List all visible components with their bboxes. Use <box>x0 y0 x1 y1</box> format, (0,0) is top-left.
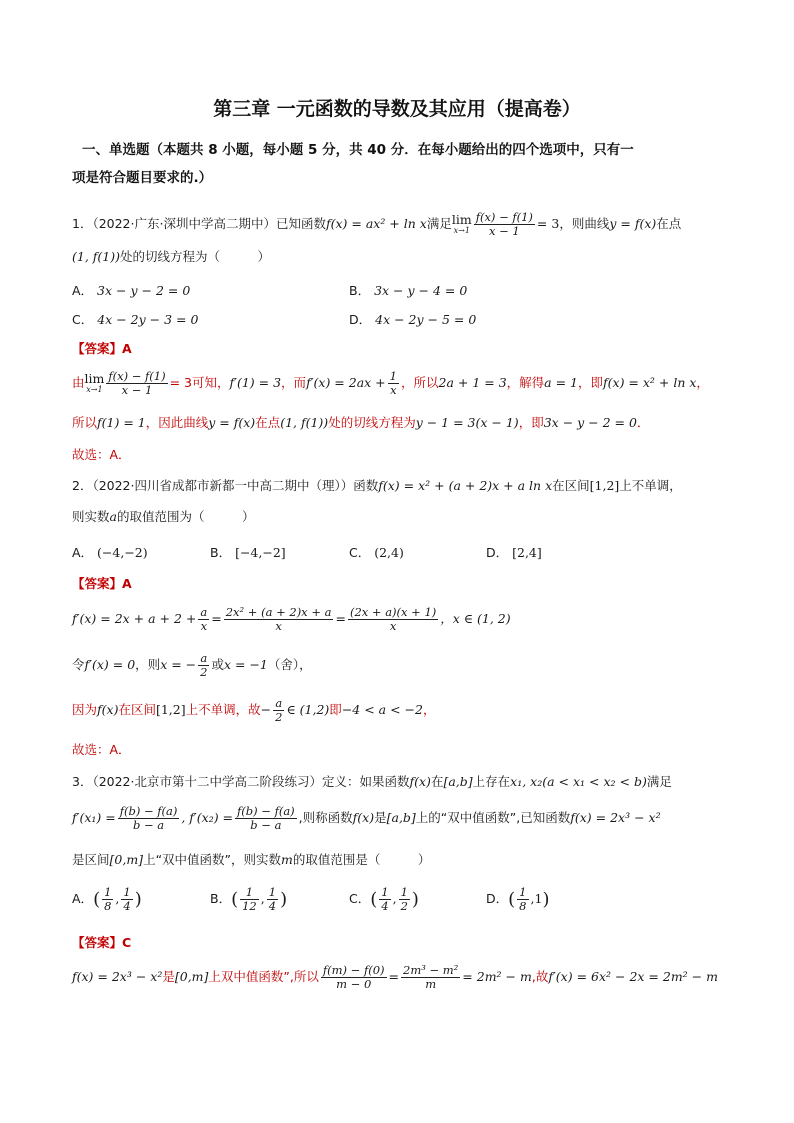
solution-line-2 <box>72 413 649 431</box>
text: 令 <box>72 657 85 673</box>
curve-expression: y = f(x) <box>609 216 657 232</box>
math: f′(1) = 3 <box>229 375 282 391</box>
text: 由 <box>72 375 85 391</box>
frac-den: x − 1 <box>488 224 520 239</box>
text: 是区间 <box>72 852 110 867</box>
option-c <box>349 543 404 561</box>
frac-num: f(x) − f(1) <box>475 210 533 224</box>
domain: ，x ∈ (1, 2) <box>440 611 511 627</box>
close-paren: ) <box>134 889 142 911</box>
function-expression: f(x) = x² + (a + 2)x + a ln x <box>378 478 553 493</box>
question-number: 3． <box>72 774 93 789</box>
question-number: 2． <box>72 478 93 493</box>
answer-line <box>72 339 132 357</box>
text: 处的切线方程为 <box>328 415 416 430</box>
text: 处的切线方程为（ ） <box>120 249 271 264</box>
frac-den: 4 <box>268 899 277 914</box>
text: 在 <box>430 774 444 789</box>
fraction <box>102 886 113 913</box>
frac-den: x <box>389 619 397 634</box>
open-paren: ( <box>231 889 239 911</box>
answer-label: 【答案】 <box>72 935 123 950</box>
math: x₁, x₂ <box>510 774 543 789</box>
math: [0,m] <box>109 852 144 867</box>
option-b <box>210 886 287 913</box>
fraction <box>240 886 259 913</box>
text: 则实数 <box>72 509 110 524</box>
fraction <box>401 964 460 991</box>
math: f(x) = x² + ln x <box>603 375 697 391</box>
option-label: B． <box>349 283 371 298</box>
text: 在区间 <box>118 702 156 718</box>
limit-operator <box>452 213 472 236</box>
math: (1, f(1)) <box>280 415 329 430</box>
answer-value: C <box>122 935 132 950</box>
answer-value: A <box>122 341 132 356</box>
solution-line-1 <box>72 370 709 397</box>
fraction <box>517 886 528 913</box>
frac-den: 2 <box>200 665 208 680</box>
text: 在区间 <box>552 478 590 493</box>
question-3-stem-line3 <box>72 850 430 868</box>
answer-line <box>72 933 131 951</box>
math: 2a + 1 = 3 <box>438 375 507 391</box>
option-tail: ,1 <box>530 891 543 907</box>
option-text: 3x − y − 4 = 0 <box>374 283 468 298</box>
question-1-stem-line2 <box>72 247 270 265</box>
text: 上的“双中值函数”,已知函数 <box>415 810 571 826</box>
fraction <box>267 886 278 913</box>
option-text: 3x − y − 2 = 0 <box>97 283 191 298</box>
math: f′(x) = 2x + a + 2 + <box>72 611 197 627</box>
option-label: C． <box>349 545 371 560</box>
option-text: (2,4) <box>374 545 404 560</box>
math: f(x) <box>97 702 119 718</box>
fraction <box>379 886 390 913</box>
text: ,则称函数 <box>298 810 353 826</box>
frac-num: 1 <box>389 369 397 383</box>
text: ，而 <box>281 375 307 391</box>
zero-line <box>72 652 312 679</box>
math: f′(x) = 6x² − 2x = 2m² − m <box>548 969 718 985</box>
lim-sub: x→1 <box>453 226 470 236</box>
option-c <box>72 310 198 328</box>
frac-den: b − a <box>250 818 282 833</box>
question-3-stem <box>72 772 672 790</box>
reason-line <box>72 697 435 724</box>
fraction <box>118 805 180 832</box>
frac-den: 2 <box>400 899 408 914</box>
frac-den: 8 <box>519 899 527 914</box>
frac-den: x <box>200 619 208 634</box>
fraction <box>273 697 284 724</box>
frac-num: (2x + a)(x + 1) <box>349 605 437 619</box>
variable: a <box>109 509 117 524</box>
text: 的取值范围为（ ） <box>116 509 255 524</box>
math: [a,b] <box>443 774 473 789</box>
fraction <box>198 606 209 633</box>
text: ， <box>696 375 709 391</box>
text: 上“双中值函数”，则实数 <box>143 852 282 867</box>
choose-line: 故选：A． <box>72 447 131 462</box>
text: 上存在 <box>472 774 511 789</box>
text: 上不单调， <box>619 478 682 493</box>
frac-num: a <box>200 605 208 619</box>
text: 即 <box>329 702 342 718</box>
question-3-stem-line2 <box>72 805 661 832</box>
text: ，因此曲线 <box>145 415 209 430</box>
option-d <box>349 310 476 328</box>
text: 在点 <box>255 415 281 430</box>
frac-den: x <box>275 619 282 634</box>
frac-den: 12 <box>242 899 257 914</box>
limit-fraction <box>106 370 167 397</box>
text: 因为 <box>72 702 98 718</box>
text: 在点 <box>656 216 682 232</box>
limit-operator <box>85 372 105 395</box>
text: 的取值范围是（ ） <box>292 852 431 867</box>
frac-num: 1 <box>519 885 527 899</box>
lim-text: lim <box>84 371 105 387</box>
math: [a,b] <box>386 810 416 826</box>
text: 上不单调，故 <box>185 702 261 718</box>
frac-num: 1 <box>381 885 389 899</box>
math: f(x) <box>352 810 375 826</box>
math: f′(x₁) = <box>72 810 116 826</box>
comma: , <box>392 891 397 907</box>
equals: = <box>211 611 222 627</box>
frac-num: 1 <box>123 885 131 899</box>
frac-den: b − a <box>132 818 165 833</box>
frac-num: 2m³ − m² <box>403 963 459 977</box>
close-paren: ) <box>411 889 419 911</box>
open-paren: ( <box>508 889 516 911</box>
option-a <box>72 543 148 561</box>
option-label: A． <box>72 545 94 560</box>
text: 满足 <box>426 216 452 232</box>
page-title: 第三章 一元函数的导数及其应用（提高卷） <box>213 98 581 120</box>
math: [0,m] <box>174 969 209 985</box>
math: = 2m² − m <box>462 969 532 985</box>
option-label: A． <box>72 283 94 298</box>
frac-num: f(b) − f(a) <box>119 804 178 818</box>
fraction <box>198 652 209 679</box>
section-heading-line2: 项是符合题目要求的.） <box>72 170 213 186</box>
text: ，即 <box>578 375 604 391</box>
open-paren: ( <box>370 889 378 911</box>
text: ． <box>636 415 650 430</box>
math: f(x) = 2x³ − x² <box>72 969 163 985</box>
math: (a < x₁ < x₂ < b) <box>542 774 647 789</box>
answer-label: 【答案】 <box>72 576 123 591</box>
frac-den: x − 1 <box>121 383 153 398</box>
fraction <box>348 606 438 633</box>
option-label: A． <box>72 891 94 907</box>
option-label: C． <box>72 312 94 327</box>
lim-sub: x→1 <box>86 385 103 395</box>
math: f(x) = 2x³ − x² <box>570 810 661 826</box>
math: y − 1 = 3(x − 1) <box>415 415 519 430</box>
frac-num: f(m) − f(0) <box>322 963 385 977</box>
math: x = −1 <box>223 657 268 673</box>
text: ，解得 <box>506 375 545 391</box>
text: 或 <box>211 657 224 673</box>
text: ，则 <box>135 657 161 673</box>
close-paren: ) <box>280 889 288 911</box>
frac-den: x <box>390 383 397 398</box>
option-label: B． <box>210 891 232 907</box>
question-source: （2022·广东·深圳中学高二期中）已知函数 <box>92 216 326 232</box>
fraction-1-over-x <box>388 370 399 397</box>
question-number: 1． <box>72 216 93 232</box>
text: 所以 <box>72 415 98 430</box>
frac-num: 2x² + (a + 2)x + a <box>225 605 332 619</box>
math: − <box>260 702 272 718</box>
frac-num: 1 <box>268 885 277 899</box>
option-d <box>486 543 542 561</box>
math: [1,2] <box>155 702 186 718</box>
text: ,故 <box>531 969 549 985</box>
fraction <box>399 886 410 913</box>
option-text: 4x − 2y − 3 = 0 <box>97 312 199 327</box>
frac-num: a <box>198 652 209 666</box>
option-label: D． <box>486 545 509 560</box>
fraction <box>235 805 297 832</box>
option-label: B． <box>210 545 232 560</box>
solution-line <box>72 964 718 991</box>
math: y = f(x) <box>208 415 256 430</box>
question-2-stem <box>72 476 682 494</box>
comma: , <box>260 891 265 907</box>
comma: , <box>115 891 120 907</box>
math: f(x) <box>409 774 431 789</box>
limit-fraction <box>474 211 535 238</box>
frac-den: 8 <box>104 899 112 914</box>
math: f′(x) = 0 <box>84 657 136 673</box>
math: f′(x) = 2ax + <box>306 375 386 391</box>
frac-num: 1 <box>104 885 112 899</box>
frac-num: 1 <box>240 886 259 900</box>
option-d <box>486 886 549 913</box>
answer-line <box>72 574 132 592</box>
math: x = − <box>160 657 197 673</box>
question-source: （2022·四川省成都市新都一中高二期中（理））函数 <box>92 478 379 493</box>
fraction <box>321 964 387 991</box>
fraction <box>224 606 334 633</box>
frac-den: 4 <box>123 899 131 914</box>
option-text: [2,4] <box>512 545 542 560</box>
close-paren: ) <box>542 889 550 911</box>
option-b <box>210 543 286 561</box>
frac-den: m − 0 <box>336 977 372 992</box>
frac-num: 1 <box>400 885 408 899</box>
option-text: 4x − 2y − 5 = 0 <box>375 312 477 327</box>
frac-num: f(b) − f(a) <box>237 804 295 818</box>
question-1-stem <box>72 211 681 238</box>
frac-den: 4 <box>381 899 389 914</box>
option-label: D． <box>486 891 509 907</box>
frac-den: 2 <box>275 710 283 725</box>
option-a <box>72 281 190 299</box>
text: ，则曲线 <box>559 216 610 232</box>
text: = 3可知， <box>169 375 230 391</box>
option-a <box>72 886 142 913</box>
answer-value: A <box>122 576 132 591</box>
fraction <box>121 886 132 913</box>
derivative-line <box>72 606 511 633</box>
equals: = <box>335 611 346 627</box>
open-paren: ( <box>93 889 101 911</box>
option-c <box>349 886 419 913</box>
math: −4 < a < −2 <box>341 702 423 718</box>
answer-label: 【答案】 <box>72 341 123 356</box>
text: 上双中值函数”,所以 <box>208 969 319 985</box>
text: 是 <box>162 969 175 985</box>
text: （舍）， <box>267 657 312 673</box>
math: a = 1 <box>544 375 578 391</box>
text: 满足 <box>646 774 672 789</box>
option-label: D． <box>349 312 372 327</box>
equals: = <box>388 969 399 985</box>
text: ，即 <box>518 415 544 430</box>
choose-line: 故选：A． <box>72 742 131 757</box>
frac-num: f(x) − f(1) <box>108 369 166 383</box>
math: ∈ (1,2) <box>286 702 330 718</box>
option-text: [−4,−2] <box>235 545 286 560</box>
interval: [1,2] <box>589 478 620 493</box>
frac-den: m <box>425 977 437 992</box>
math: f(1) = 1 <box>97 415 146 430</box>
frac-num: a <box>273 697 284 711</box>
question-source: （2022·北京市第十二中学高二阶段练习）定义：如果函数 <box>92 774 410 789</box>
option-text: (−4,−2) <box>97 545 148 560</box>
text: ，所以 <box>400 375 439 391</box>
function-expression: f(x) = ax² + ln x <box>325 216 427 232</box>
section-heading-line1: 一、单选题（本题共 8 小题，每小题 5 分，共 40 分．在每小题给出的四个选项中，只有一 <box>82 142 634 158</box>
question-2-stem-line2 <box>72 507 254 525</box>
equals-3: = 3 <box>536 216 560 232</box>
option-label: C． <box>349 891 371 907</box>
math: 3x − y − 2 = 0 <box>543 415 637 430</box>
point: (1, f(1)) <box>72 249 120 264</box>
math: m <box>281 852 293 867</box>
text: 是 <box>374 810 387 826</box>
math: , f′(x₂) = <box>181 810 234 826</box>
text: ， <box>422 702 436 718</box>
option-b <box>349 281 467 299</box>
lim-text: lim <box>451 212 472 228</box>
